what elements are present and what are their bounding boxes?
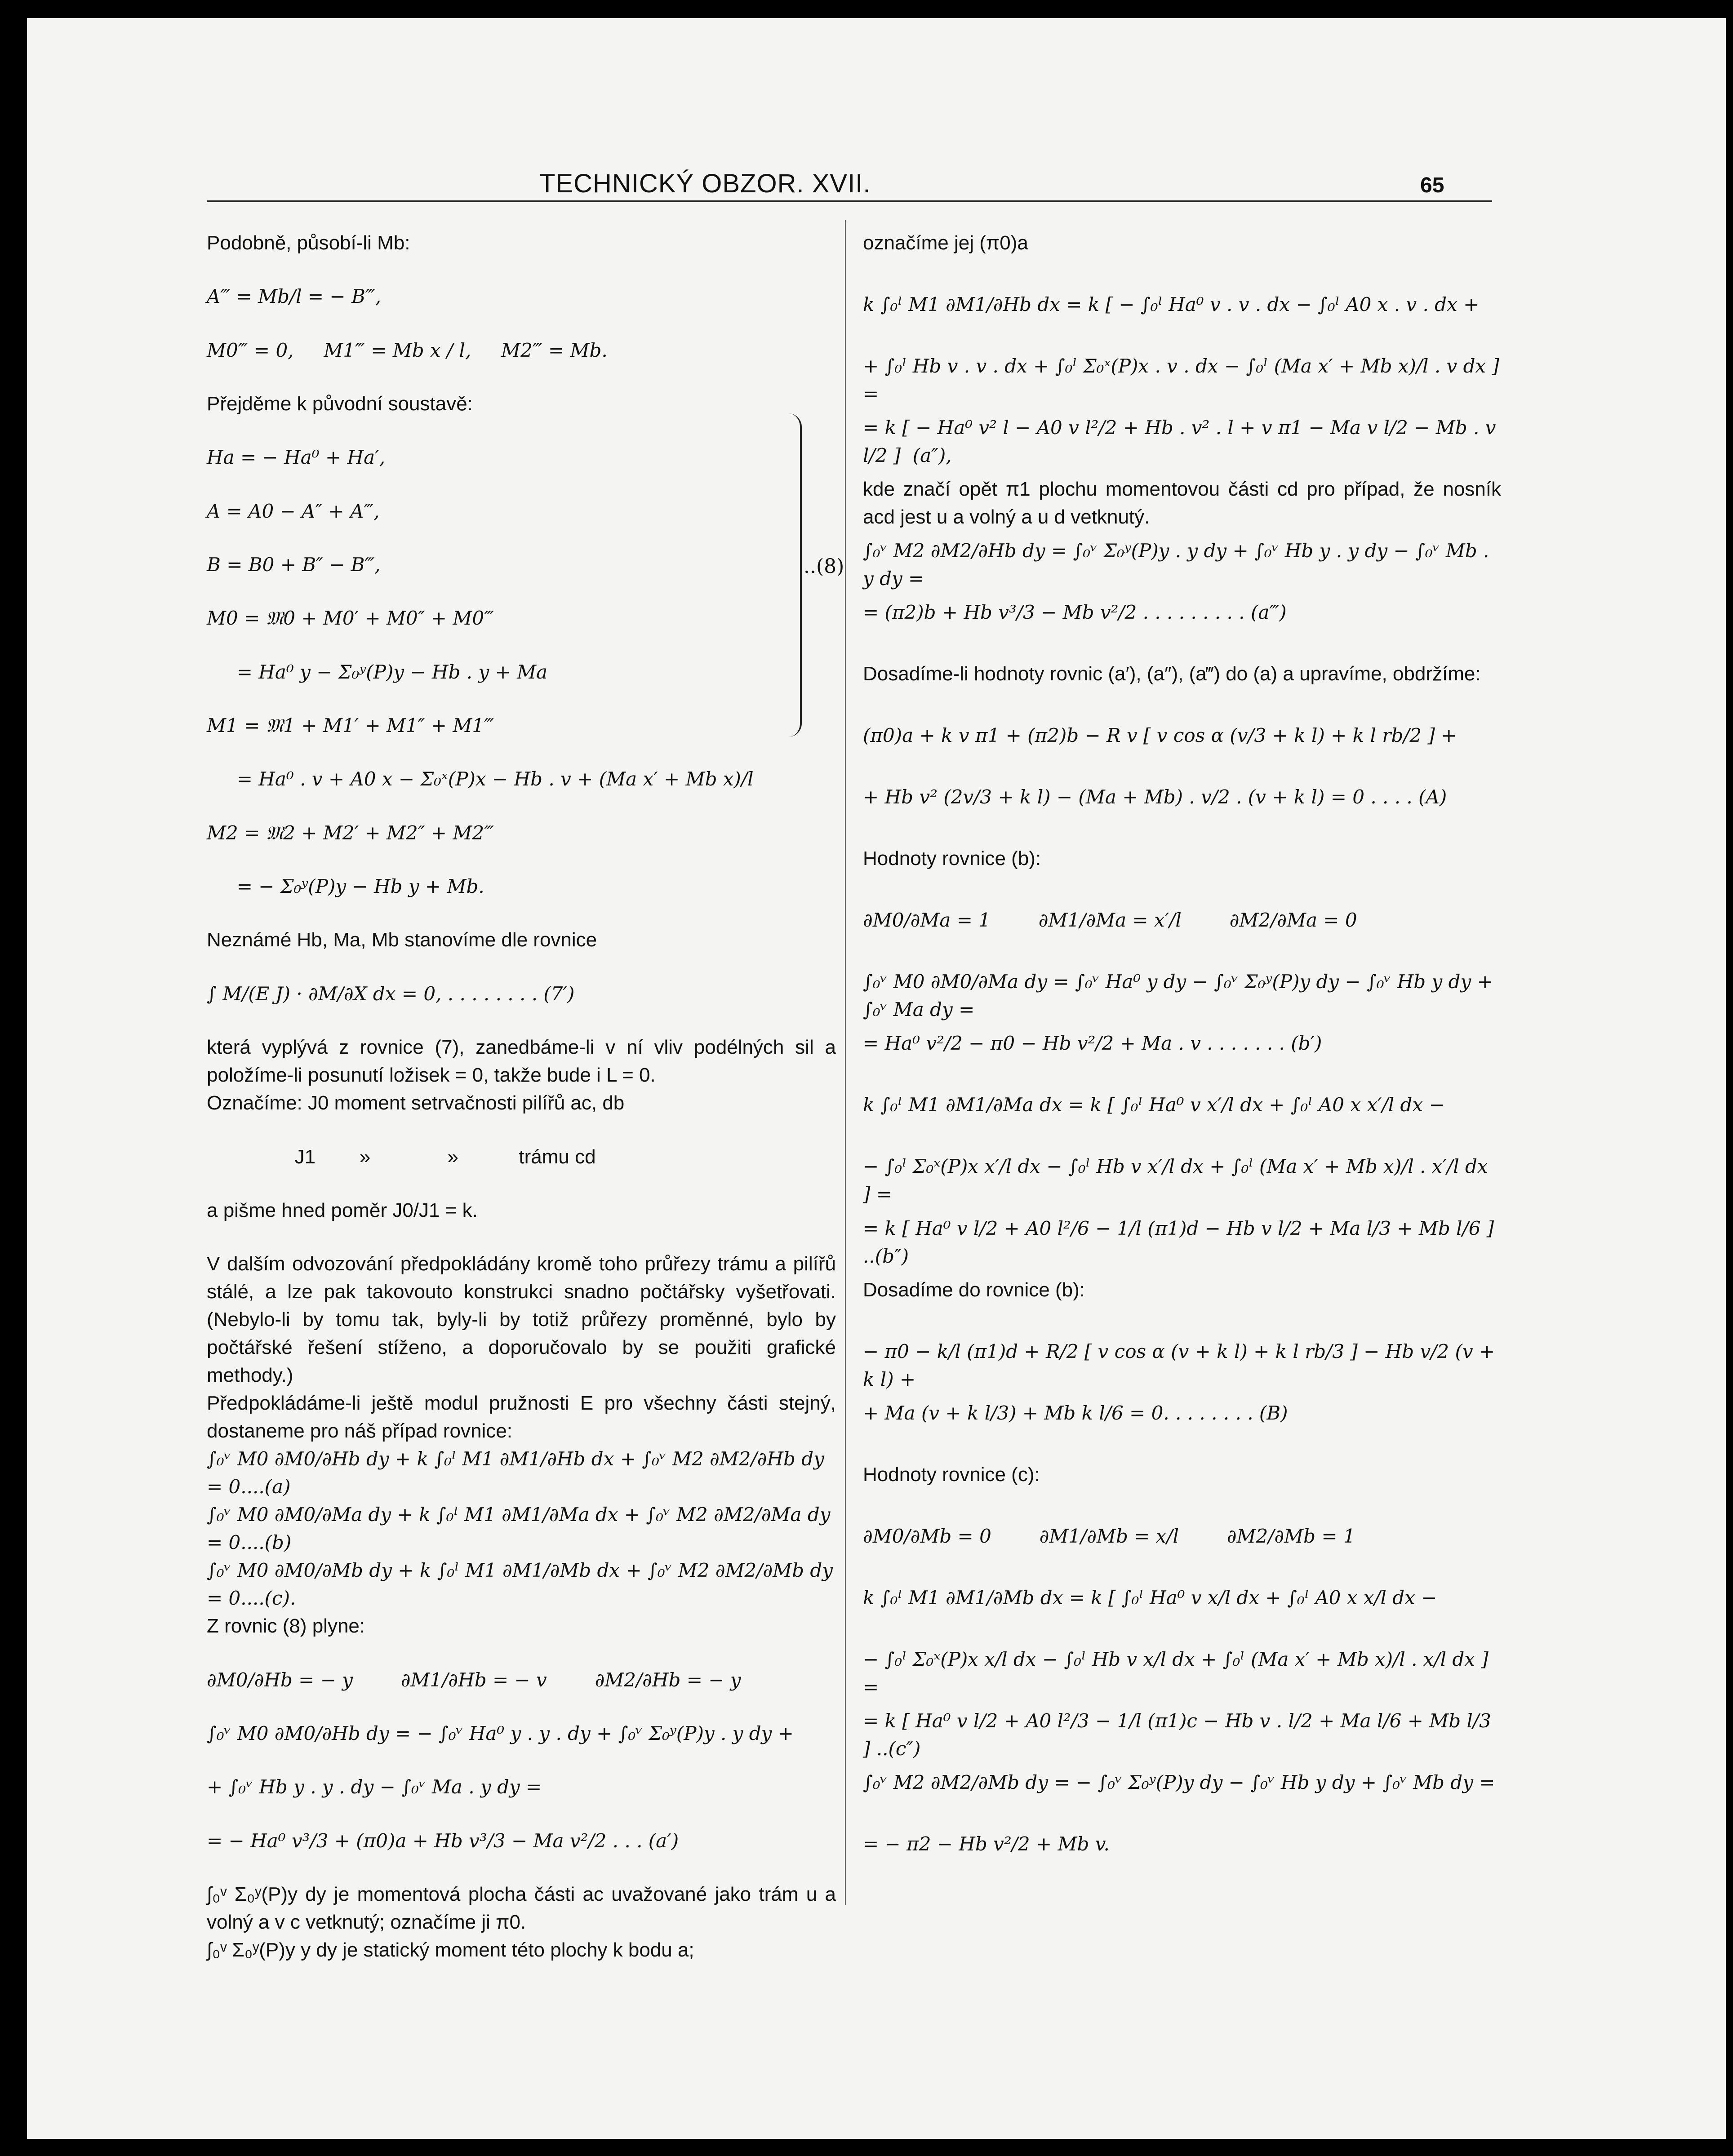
equation-line: = − Ha⁰ v³/3 + (π0)a + Hb v³/3 − Ma v²/2 . . . (a′) — [207, 1829, 679, 1852]
equation-line: M1 = 𝔐1 + M1′ + M1″ + M1‴ — [207, 714, 494, 737]
equation-line: ∫₀ᵛ M0 ∂M0/∂Mb dy + k ∫₀ˡ M1 ∂M1/∂Mb dx + ∫₀ᵛ M2 ∂M2/∂Mb dy = 0....(c). — [207, 1559, 839, 1610]
equation-line: (π0)a + k v π1 + (π2)b − R v [ v cos α (v/3 + k l) + k l rb/2 ] + — [863, 724, 1457, 747]
equation-line: = Ha⁰ y − Σ₀ʸ(P)y − Hb . y + Ma — [207, 661, 548, 683]
equation-line: + Hb v² (2v/3 + k l) − (Ma + Mb) . v/2 . (v + k l) = 0 . . . . (A) — [863, 786, 1447, 808]
equation-line: k ∫₀ˡ M1 ∂M1/∂Hb dx = k [ − ∫₀ˡ Ha⁰ v . v . dx − ∫₀ˡ A0 x . v . dx + — [863, 293, 1480, 316]
equation-line: M2 = 𝔐2 + M2′ + M2″ + M2‴ — [207, 821, 494, 844]
column-divider — [845, 220, 846, 1905]
text-paragraph: Dosadíme do rovnice (b): — [863, 1278, 1085, 1301]
text-paragraph: ∫₀ᵛ Σ₀ʸ(P)y y dy je statický moment této plochy k bodu a; — [207, 1939, 694, 1961]
page-number: 65 — [1420, 173, 1444, 197]
running-header: TECHNICKÝ OBZOR. XVII. — [539, 169, 871, 198]
left-column — [207, 229, 842, 1990]
equation-line: k ∫₀ˡ M1 ∂M1/∂Mb dx = k [ ∫₀ˡ Ha⁰ v x/l dx + ∫₀ˡ A0 x x/l dx − — [863, 1586, 1437, 1609]
equation-line: − ∫₀ˡ Σ₀ˣ(P)x x/l dx − ∫₀ˡ Hb v x/l dx + ∫₀ˡ (Ma x′ + Mb x)/l . x/l dx ] = — [863, 1648, 1495, 1698]
text-paragraph: Předpokládáme-li ještě modul pružnosti E pro všechny části stejný, dostaneme pro náš případ rovnice: — [207, 1392, 842, 1442]
equation-line: ∫₀ᵛ M0 ∂M0/∂Hb dy = − ∫₀ᵛ Ha⁰ y . y . dy + ∫₀ᵛ Σ₀ʸ(P)y . y dy + — [207, 1722, 794, 1744]
equation-line: A‴ = Mb/l = − B‴, — [207, 285, 382, 308]
equation-line: ∂M0/∂Mb = 0 ∂M1/∂Mb = x/l ∂M2/∂Mb = 1 — [863, 1525, 1355, 1547]
equation-brace — [782, 413, 802, 737]
equation-line: − ∫₀ˡ Σ₀ˣ(P)x x′/l dx − ∫₀ˡ Hb v x′/l dx + ∫₀ˡ (Ma x′ + Mb x)/l . x′/l dx ] = — [863, 1155, 1494, 1206]
equation-line: ∂M0/∂Ma = 1 ∂M1/∂Ma = x′/l ∂M2/∂Ma = 0 — [863, 909, 1357, 932]
equation-line: M0‴ = 0, M1‴ = Mb x / l, M2‴ = Mb. — [207, 339, 608, 361]
equation-line: ∫ M/(E J) · ∂M/∂X dx = 0, . . . . . . . . (7′) — [207, 982, 575, 1005]
text-paragraph: Označíme: J0 moment setrvačnosti pilířů ac, db — [207, 1092, 625, 1114]
equation-line: = − Σ₀ʸ(P)y − Hb y + Mb. — [207, 875, 484, 898]
text-paragraph: Z rovnic (8) plyne: — [207, 1615, 365, 1637]
equation-line: ∫₀ᵛ M0 ∂M0/∂Ma dy = ∫₀ᵛ Ha⁰ y dy − ∫₀ᵛ Σ₀ʸ(P)y dy − ∫₀ᵛ Hb y dy + ∫₀ᵛ Ma dy = — [863, 971, 1499, 1021]
equation-line: ∫₀ᵛ M2 ∂M2/∂Mb dy = − ∫₀ᵛ Σ₀ʸ(P)y dy − ∫₀ᵛ Hb y dy + ∫₀ᵛ Mb dy = — [863, 1771, 1495, 1793]
equation-line: M0 = 𝔐0 + M0′ + M0″ + M0‴ — [207, 607, 494, 630]
equation-line: = Ha⁰ v²/2 − π0 − Hb v²/2 + Ma . v . . . . . . . (b′) — [863, 1032, 1322, 1055]
equation-number-8: ..(8) — [804, 555, 844, 578]
equation-line: = − π2 − Hb v²/2 + Mb v. — [863, 1832, 1110, 1855]
equation-line: + Ma (v + k l/3) + Mb k l/6 = 0. . . . . . . . (B) — [863, 1402, 1288, 1424]
equation-line: = Ha⁰ . v + A0 x − Σ₀ˣ(P)x − Hb . v + (Ma x′ + Mb x)/l — [207, 768, 754, 790]
text-paragraph: ∫₀ᵛ Σ₀ʸ(P)y dy je momentová plocha části ac uvažované jako trám u a volný a v c vetknutý; označíme ji π0. — [207, 1883, 842, 1933]
text-paragraph: označíme jej (π0)a — [863, 232, 1028, 254]
equation-line: + ∫₀ˡ Hb v . v . dx + ∫₀ˡ Σ₀ˣ(P)x . v . dx − ∫₀ˡ (Ma x′ + Mb x)/l . v dx ] = — [863, 355, 1506, 405]
text-paragraph: Přejděme k původní soustavě: — [207, 393, 473, 415]
text-paragraph: Podobně, působí-li Mb: — [207, 232, 410, 254]
text-paragraph: Dosadíme-li hodnoty rovnic (a′), (a″), (a‴) do (a) a upravíme, obdržíme: — [863, 663, 1481, 685]
text-paragraph: Neznámé Hb, Ma, Mb stanovíme dle rovnice — [207, 929, 597, 951]
text-paragraph: Hodnoty rovnice (c): — [863, 1463, 1040, 1486]
equation-line: ∫₀ᵛ M0 ∂M0/∂Ma dy + k ∫₀ˡ M1 ∂M1/∂Ma dx + ∫₀ᵛ M2 ∂M2/∂Ma dy = 0....(b) — [207, 1504, 836, 1554]
journal-page — [27, 18, 1726, 2139]
equation-line: A = A0 − A″ + A‴, — [207, 500, 380, 522]
equation-line: k ∫₀ˡ M1 ∂M1/∂Ma dx = k [ ∫₀ˡ Ha⁰ v x′/l dx + ∫₀ˡ A0 x x′/l dx − — [863, 1094, 1445, 1116]
text-paragraph: Hodnoty rovnice (b): — [863, 847, 1041, 870]
equation-line: − π0 − k/l (π1)d + R/2 [ v cos α (v + k l) + k l rb/3 ] − Hb v/2 (v + k l) + — [863, 1340, 1501, 1390]
equation-line: = k [ − Ha⁰ v² l − A0 v l²/2 + Hb . v² . l + v π1 − Ma v l/2 − Mb . v l/2 ] (a″), — [863, 417, 1502, 467]
text-paragraph: J1 » » trámu cd — [207, 1145, 596, 1168]
equation-line: = k [ Ha⁰ v l/2 + A0 l²/3 − 1/l (π1)c − Hb v . l/2 + Ma l/6 + Mb l/3 ] ..(c″) — [863, 1709, 1497, 1760]
equation-line: Ha = − Ha⁰ + Ha′, — [207, 446, 386, 469]
equation-line: ∫₀ᵛ M2 ∂M2/∂Hb dy = ∫₀ᵛ Σ₀ʸ(P)y . y dy + ∫₀ᵛ Hb y . y dy − ∫₀ᵛ Mb . y dy = — [863, 540, 1495, 590]
text-paragraph: kde značí opět π1 plochu momentovou části cd pro případ, že nosník acd jest u a volný a u d vetknutý. — [863, 478, 1507, 528]
equation-line: + ∫₀ᵛ Hb y . y . dy − ∫₀ᵛ Ma . y dy = — [207, 1776, 542, 1798]
text-paragraph: V dalším odvozování předpokládány kromě toho průřezy trámu a pilířů stálé, a lze pak takovouto konstrukci snadno počtářsky vyšetřovati. (Nebylo-li by tomu tak, byly-li by totiž průřezy proměnné, bylo by počtářské řešení stíženo, a doporučovalo by se použiti grafické methody.) — [207, 1253, 842, 1387]
equation-line: ∫₀ᵛ M0 ∂M0/∂Hb dy + k ∫₀ˡ M1 ∂M1/∂Hb dx + ∫₀ᵛ M2 ∂M2/∂Hb dy = 0....(a) — [207, 1448, 831, 1498]
header-rule — [207, 200, 1492, 202]
equation-line: B = B0 + B″ − B‴, — [207, 554, 381, 576]
text-paragraph: a pišme hned poměr J0/J1 = k. — [207, 1199, 478, 1221]
equation-line: = k [ Ha⁰ v l/2 + A0 l²/6 − 1/l (π1)d − Hb v l/2 + Ma l/3 + Mb l/6 ] ..(b″) — [863, 1217, 1500, 1267]
text-paragraph: která vyplývá z rovnice (7), zanedbáme-li v ní vliv podélných sil a položíme-li posunutí ložisek = 0, takže bude i L = 0. — [207, 1036, 842, 1087]
equation-line: = (π2)b + Hb v³/3 − Mb v²/2 . . . . . . . . . (a‴) — [863, 601, 1287, 624]
right-column — [863, 229, 1507, 1892]
equation-line: ∂M0/∂Hb = − y ∂M1/∂Hb = − v ∂M2/∂Hb = − y — [207, 1668, 741, 1691]
